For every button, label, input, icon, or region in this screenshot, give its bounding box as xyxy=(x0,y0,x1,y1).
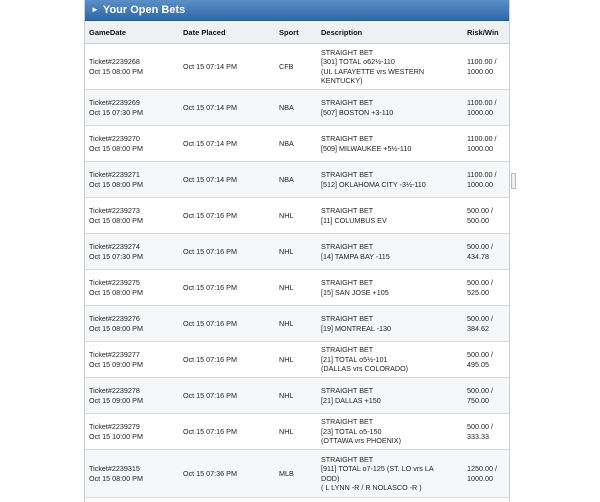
cell-sport: MLB xyxy=(275,450,317,498)
cell-gamedate xyxy=(85,378,179,414)
description-line: [23] TOTAL o5-150 xyxy=(321,426,382,436)
cell-date-placed: Oct 15 07:14 PM xyxy=(179,162,275,198)
description-line: STRAIGHT BET xyxy=(321,386,374,395)
cell-date-placed: Oct 15 07:16 PM xyxy=(179,306,275,342)
description-line: [14] TAMPA BAY -115 xyxy=(321,251,390,261)
risk-win-line: 500.00 / xyxy=(467,350,493,359)
scrollbar-thumb[interactable] xyxy=(511,173,516,189)
risk-win-line: 500.00 / xyxy=(467,206,493,215)
cell-risk-win xyxy=(463,306,509,342)
table-row[interactable] xyxy=(85,198,509,234)
cell-date-placed: Oct 15 07:14 PM xyxy=(179,44,275,90)
description-line: [11] COLUMBUS EV xyxy=(321,215,387,225)
description-line: (DALLAS vrs COLORADO) xyxy=(321,364,409,374)
table-row[interactable] xyxy=(85,450,509,498)
cell-gamedate xyxy=(85,234,179,270)
game-date: Oct 15 08:00 PM xyxy=(89,143,143,153)
risk-win-line: 500.00 / xyxy=(467,314,493,323)
cell-sport: NHL xyxy=(275,198,317,234)
risk-win-line: 1000.00 xyxy=(467,179,493,189)
description-line: (UL LAFAYETTE vrs WESTERN xyxy=(321,66,425,76)
risk-win-line: 434.78 xyxy=(467,251,489,261)
description-line: [507] BOSTON +3-110 xyxy=(321,107,394,117)
ticket-number[interactable]: Ticket#2239275 xyxy=(89,278,140,287)
cell-risk-win xyxy=(463,90,509,126)
risk-win-line: 1100.00 / xyxy=(467,57,497,66)
description-line: [21] TOTAL o5½-101 xyxy=(321,354,388,364)
risk-win-line: 500.00 xyxy=(467,215,489,225)
description-line: STRAIGHT BET xyxy=(321,417,374,427)
ticket-number[interactable]: Ticket#2239274 xyxy=(89,242,140,251)
cell-date-placed: Oct 15 07:16 PM xyxy=(179,342,275,378)
table-header-row xyxy=(85,21,509,44)
risk-win-line: 1000.00 xyxy=(467,107,493,117)
risk-win-line: 500.00 / xyxy=(467,278,493,287)
cell-sport: NHL xyxy=(275,414,317,450)
cell-description xyxy=(317,270,463,306)
ticket-number[interactable]: Ticket#2239315 xyxy=(89,464,140,473)
cell-gamedate xyxy=(85,270,179,306)
description-line: STRAIGHT BET xyxy=(321,134,374,143)
table-row[interactable] xyxy=(85,126,509,162)
description-line: KENTUCKY) xyxy=(321,76,363,85)
description-line: STRAIGHT BET xyxy=(321,242,374,251)
cell-description xyxy=(317,342,463,378)
column-header-gamedate[interactable]: GameDate xyxy=(85,21,179,44)
game-date: Oct 15 07:30 PM xyxy=(89,107,143,117)
game-date: Oct 15 09:00 PM xyxy=(89,395,143,405)
cell-gamedate xyxy=(85,342,179,378)
column-header-risk-win[interactable]: Risk/Win xyxy=(463,21,509,44)
description-line: STRAIGHT BET xyxy=(321,278,374,287)
cell-description xyxy=(317,198,463,234)
game-date: Oct 15 08:00 PM xyxy=(89,323,143,333)
cell-gamedate xyxy=(85,126,179,162)
ticket-number[interactable]: Ticket#2239269 xyxy=(89,98,140,107)
cell-risk-win xyxy=(463,234,509,270)
cell-description xyxy=(317,378,463,414)
description-line: DOD) xyxy=(321,473,340,483)
game-date: Oct 15 08:00 PM xyxy=(89,215,143,225)
cell-sport: NHL xyxy=(275,270,317,306)
risk-win-line: 1000.00 xyxy=(467,473,493,483)
cell-risk-win xyxy=(463,378,509,414)
cell-date-placed: Oct 15 07:14 PM xyxy=(179,90,275,126)
cell-gamedate xyxy=(85,44,179,90)
risk-win-line: 495.05 xyxy=(467,359,489,369)
open-bets-table xyxy=(85,21,509,498)
table-row[interactable] xyxy=(85,342,509,378)
game-date: Oct 15 08:00 PM xyxy=(89,473,143,483)
description-line: [21] DALLAS +150 xyxy=(321,395,381,405)
ticket-number[interactable]: Ticket#2239271 xyxy=(89,170,140,179)
cell-risk-win xyxy=(463,44,509,90)
risk-win-line: 500.00 / xyxy=(467,422,493,431)
table-row[interactable] xyxy=(85,270,509,306)
cell-risk-win xyxy=(463,162,509,198)
table-row[interactable] xyxy=(85,162,509,198)
description-line: [19] MONTREAL -130 xyxy=(321,323,392,333)
description-line: STRAIGHT BET xyxy=(321,206,374,215)
cell-sport: NBA xyxy=(275,90,317,126)
cell-sport: NBA xyxy=(275,162,317,198)
description-line: (OTTAWA vrs PHOENIX) xyxy=(321,436,401,446)
cell-description xyxy=(317,162,463,198)
cell-risk-win xyxy=(463,450,509,498)
table-row[interactable] xyxy=(85,306,509,342)
table-body xyxy=(85,44,509,498)
cell-date-placed: Oct 15 07:36 PM xyxy=(179,450,275,498)
game-date: Oct 15 10:00 PM xyxy=(89,431,143,441)
cell-sport: NHL xyxy=(275,306,317,342)
ticket-number[interactable]: Ticket#2239279 xyxy=(89,422,140,431)
cell-gamedate xyxy=(85,450,179,498)
cell-description xyxy=(317,126,463,162)
risk-win-line: 500.00 / xyxy=(467,386,493,395)
description-line: ( L LYNN -R / R NOLASCO -R ) xyxy=(321,483,422,492)
description-line: [512] OKLAHOMA CITY -3½-110 xyxy=(321,179,426,189)
risk-win-line: 333.33 xyxy=(467,431,489,441)
ticket-number[interactable]: Ticket#2239270 xyxy=(89,134,140,143)
cell-description xyxy=(317,234,463,270)
cell-date-placed: Oct 15 07:16 PM xyxy=(179,198,275,234)
risk-win-line: 1000.00 xyxy=(467,143,493,153)
cell-sport: NHL xyxy=(275,378,317,414)
cell-gamedate xyxy=(85,90,179,126)
ticket-number[interactable]: Ticket#2239276 xyxy=(89,314,140,323)
cell-risk-win xyxy=(463,198,509,234)
description-line: [911] TOTAL o7-125 (ST. LO vrs LA xyxy=(321,464,434,473)
ticket-number[interactable]: Ticket#2239268 xyxy=(89,57,140,66)
cell-date-placed: Oct 15 07:14 PM xyxy=(179,126,275,162)
cell-risk-win xyxy=(463,342,509,378)
panel-title-bar xyxy=(85,0,509,21)
ticket-number[interactable]: Ticket#2239273 xyxy=(89,206,140,215)
description-line: STRAIGHT BET xyxy=(321,47,374,57)
description-line: [15] SAN JOSE +105 xyxy=(321,287,389,297)
description-line: STRAIGHT BET xyxy=(321,98,374,107)
ticket-number[interactable]: Ticket#2239278 xyxy=(89,386,140,395)
cell-risk-win xyxy=(463,414,509,450)
cell-date-placed: Oct 15 07:16 PM xyxy=(179,234,275,270)
cell-sport: NHL xyxy=(275,342,317,378)
triangle-right-icon[interactable]: ► xyxy=(91,5,99,14)
risk-win-line: 750.00 xyxy=(467,395,489,405)
table-row[interactable] xyxy=(85,378,509,414)
risk-win-line: 525.00 xyxy=(467,287,489,297)
game-date: Oct 15 09:00 PM xyxy=(89,359,143,369)
description-line: STRAIGHT BET xyxy=(321,314,374,323)
cell-date-placed: Oct 15 07:16 PM xyxy=(179,270,275,306)
table-row[interactable] xyxy=(85,414,509,450)
cell-description xyxy=(317,90,463,126)
description-line: STRAIGHT BET xyxy=(321,454,374,464)
risk-win-line: 1000.00 xyxy=(467,66,493,76)
cell-description xyxy=(317,450,463,498)
cell-description xyxy=(317,44,463,90)
column-header-description[interactable]: Description xyxy=(317,21,463,44)
cell-risk-win xyxy=(463,270,509,306)
risk-win-line: 1100.00 / xyxy=(467,170,497,179)
column-header-sport[interactable]: Sport xyxy=(275,21,317,44)
description-line: [301] TOTAL o62½-110 xyxy=(321,57,395,66)
risk-win-line: 500.00 / xyxy=(467,242,493,251)
cell-date-placed: Oct 15 07:16 PM xyxy=(179,414,275,450)
table-row[interactable] xyxy=(85,90,509,126)
cell-sport: CFB xyxy=(275,44,317,90)
description-line: [509] MILWAUKEE +5½-110 xyxy=(321,143,412,153)
cell-gamedate xyxy=(85,198,179,234)
ticket-number[interactable]: Ticket#2239277 xyxy=(89,350,140,359)
risk-win-line: 1250.00 / xyxy=(467,464,497,473)
cell-description xyxy=(317,306,463,342)
risk-win-line: 1100.00 / xyxy=(467,98,497,107)
risk-win-line: 1100.00 / xyxy=(467,134,497,143)
cell-sport: NHL xyxy=(275,234,317,270)
table-row[interactable] xyxy=(85,44,509,90)
game-date: Oct 15 07:30 PM xyxy=(89,251,143,261)
description-line: STRAIGHT BET xyxy=(321,170,374,179)
cell-date-placed: Oct 15 07:16 PM xyxy=(179,378,275,414)
open-bets-panel xyxy=(84,0,510,502)
cell-risk-win xyxy=(463,126,509,162)
game-date: Oct 15 08:00 PM xyxy=(89,66,143,76)
risk-win-line: 384.62 xyxy=(467,323,489,333)
cell-gamedate xyxy=(85,162,179,198)
panel-title: Your Open Bets xyxy=(102,4,186,16)
cell-description xyxy=(317,414,463,450)
column-header-date-placed[interactable]: Date Placed xyxy=(179,21,275,44)
game-date: Oct 15 08:00 PM xyxy=(89,287,143,297)
cell-gamedate xyxy=(85,306,179,342)
game-date: Oct 15 08:00 PM xyxy=(89,179,143,189)
description-line: STRAIGHT BET xyxy=(321,345,374,355)
cell-gamedate xyxy=(85,414,179,450)
cell-sport: NBA xyxy=(275,126,317,162)
table-row[interactable] xyxy=(85,234,509,270)
